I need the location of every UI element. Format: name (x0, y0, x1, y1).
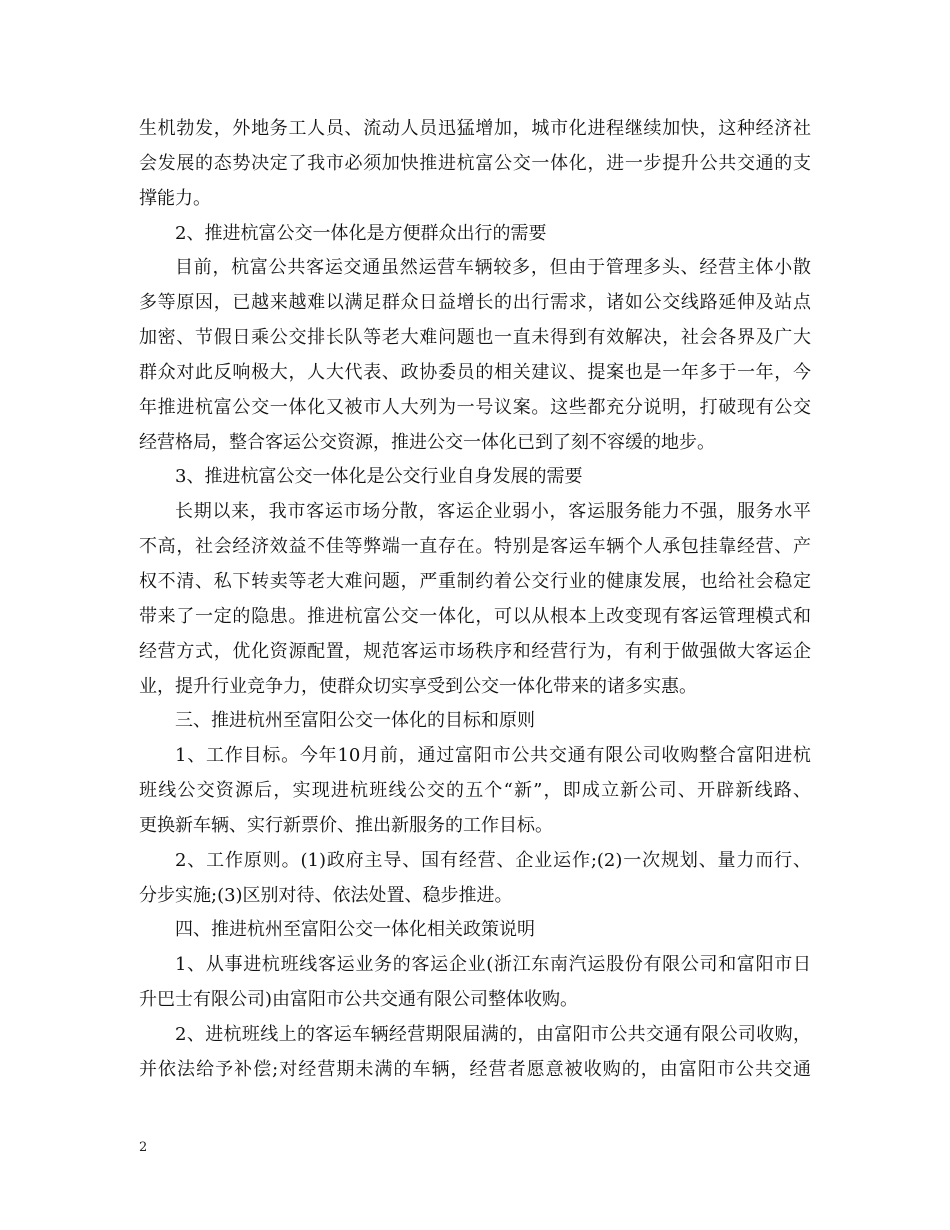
text-line: 长期以来，我市客运市场分散，客运企业弱小，客运服务能力不强，服务水平 (175, 501, 811, 523)
text-line: 2、进杭班线上的客运车辆经营期限届满的，由富阳市公共交通有限公司收购， (175, 1023, 811, 1045)
text-line: 目前，杭富公共客运交通虽然运营车辆较多，但由于管理多头、经营主体小散 (175, 257, 811, 279)
text-line: 撑能力。 (139, 187, 211, 209)
text-line: 并依法给予补偿;对经营期未满的车辆，经营者愿意被收购的，由富阳市公共交通 (139, 1058, 811, 1080)
text-line: 加密、节假日乘公交排长队等老大难问题也一直未得到有效解决，社会各界及广大 (139, 327, 811, 349)
text-line: 生机勃发，外地务工人员、流动人员迅猛增加，城市化进程继续加快，这种经济社 (139, 118, 811, 139)
text-line: 群众对此反响极大，人大代表、政协委员的相关建议、提案也是一年多于一年，今 (139, 361, 811, 383)
text-line: 3、推进杭富公交一体化是公交行业自身发展的需要 (175, 466, 583, 488)
text-line: 四、推进杭州至富阳公交一体化相关政策说明 (175, 919, 535, 941)
text-line: 班线公交资源后，实现进杭班线公交的五个“新”，即成立新公司、开辟新线路、 (139, 780, 811, 802)
text-line: 会发展的态势决定了我市必须加快推进杭富公交一体化，进一步提升公共交通的支 (139, 152, 811, 174)
text-line: 经营方式，优化资源配置，规范客运市场秩序和经营行为，有利于做强做大客运企 (139, 640, 811, 662)
text-line: 带来了一定的隐患。推进杭富公交一体化，可以从根本上改变现有客运管理模式和 (139, 605, 811, 627)
text-line: 年推进杭富公交一体化又被市人大列为一号议案。这些都充分说明，打破现有公交 (139, 396, 811, 418)
text-line: 三、推进杭州至富阳公交一体化的目标和原则 (175, 710, 535, 732)
text-line: 1、从事进杭班线客运业务的客运企业(浙江东南汽运股份有限公司和富阳市日 (175, 954, 811, 976)
text-line: 不高，社会经济效益不佳等弊端一直存在。特别是客运车辆个人承包挂靠经营、产 (139, 536, 811, 558)
text-line: 业，提升行业竞争力，使群众切实享受到公交一体化带来的诸多实惠。 (139, 675, 697, 697)
text-line: 2、工作原则。(1)政府主导、国有经营、企业运作;(2)一次规划、量力而行、 (175, 849, 811, 871)
page-number: 2 (139, 1140, 148, 1155)
text-line: 经营格局，整合客运公交资源，推进公交一体化已到了刻不容缓的地步。 (139, 431, 715, 453)
text-line: 分步实施;(3)区别对待、依法处置、稳步推进。 (139, 884, 513, 906)
body-text (139, 112, 811, 1088)
text-line: 升巴士有限公司)由富阳市公共交通有限公司整体收购。 (139, 989, 579, 1011)
text-line: 权不清、私下转卖等老大难问题，严重制约着公交行业的健康发展，也给社会稳定 (139, 570, 811, 592)
text-line: 2、推进杭富公交一体化是方便群众出行的需要 (175, 222, 547, 244)
text-line: 多等原因，已越来越难以满足群众日益增长的出行需求，诸如公交线路延伸及站点 (139, 292, 811, 314)
text-line: 更换新车辆、实行新票价、推出新服务的工作目标。 (139, 814, 553, 836)
text-line: 1、工作目标。今年10月前，通过富阳市公共交通有限公司收购整合富阳进杭 (175, 745, 811, 767)
